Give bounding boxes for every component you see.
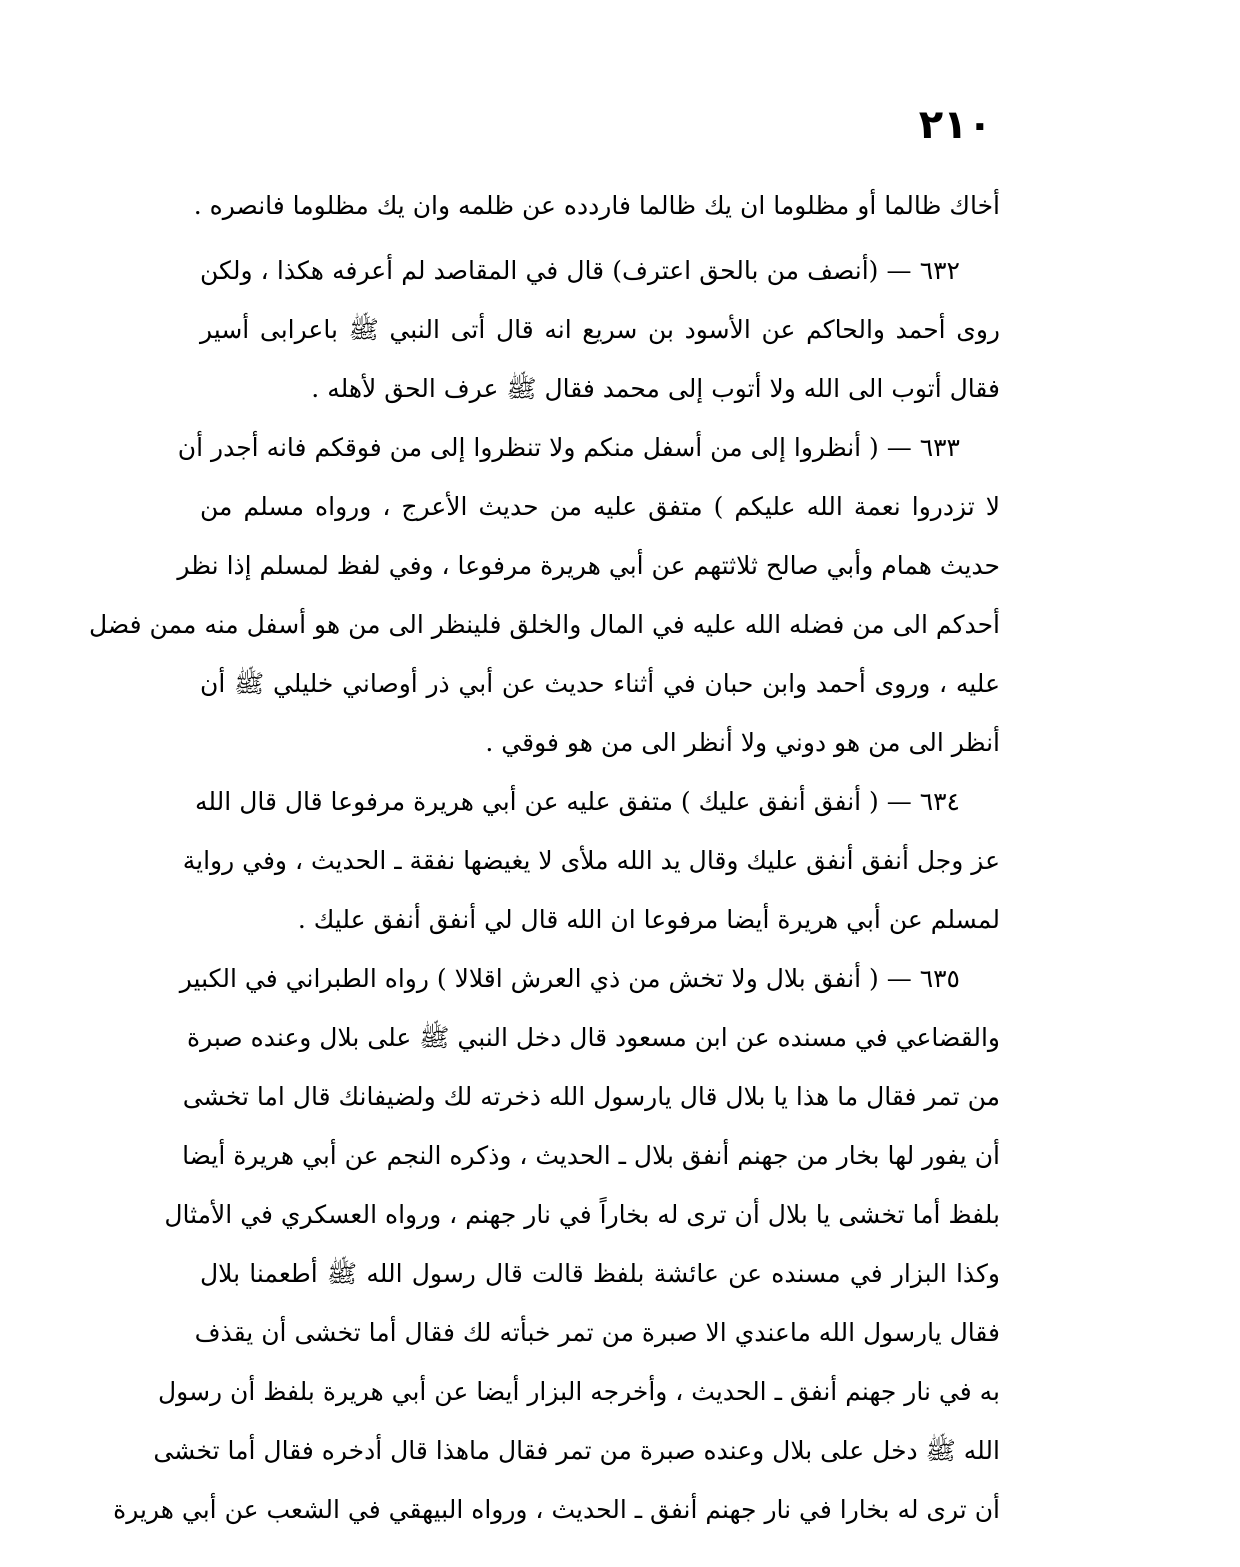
text-line: الله ﷺ دخل على بلال وعنده صبرة من تمر فقال ماهذا قال أدخره فقال أما تخشى — [153, 1436, 1000, 1465]
text-line: لا تزدروا نعمة الله عليكم ) متفق عليه من حديث الأعرج ، ورواه مسلم من — [200, 492, 1000, 521]
text-line: ٦٣٣ — ( أنظروا إلى من أسفل منكم ولا تنظروا إلى من فوقكم فانه أجدر أن — [177, 433, 960, 462]
page-number: ٢١٠ — [918, 102, 992, 148]
text-line: فقال أتوب الى الله ولا أتوب إلى محمد فقال ﷺ عرف الحق لأهله . — [311, 374, 1000, 403]
text-line: وكذا البزار في مسنده عن عائشة بلفظ قالت قال رسول الله ﷺ أطعمنا بلال — [200, 1259, 1000, 1288]
text-line: والقضاعي في مسنده عن ابن مسعود قال دخل النبي ﷺ على بلال وعنده صبرة — [186, 1023, 1000, 1052]
body-text — [89, 176, 1000, 1539]
text-line: ٦٣٢ — (أنصف من بالحق اعترف) قال في المقاصد لم أعرفه هكذا ، ولكن — [200, 256, 960, 285]
text-line: بلفظ أما تخشى يا بلال أن ترى له بخاراً في نار جهنم ، ورواه العسكري في الأمثال — [164, 1200, 1000, 1229]
text-line: ٦٣٥ — ( أنفق بلال ولا تخش من ذي العرش اقلالا ) رواه الطبراني في الكبير — [179, 964, 960, 993]
text-line: عليه ، وروى أحمد وابن حبان في أثناء حديث عن أبي ذر أوصاني خليلي ﷺ أن — [200, 669, 1000, 698]
text-line: لمسلم عن أبي هريرة أيضا مرفوعا ان الله قال لي أنفق أنفق عليك . — [297, 905, 1000, 934]
text-line: به في نار جهنم أنفق ـ الحديث ، وأخرجه البزار أيضا عن أبي هريرة بلفظ أن رسول — [157, 1377, 1000, 1406]
text-line: حديث همام وأبي صالح ثلاثتهم عن أبي هريرة مرفوعا ، وفي لفظ لمسلم إذا نظر — [177, 551, 1000, 580]
text-line: روى أحمد والحاكم عن الأسود بن سريع انه قال أتى النبي ﷺ باعرابى أسير — [200, 315, 1000, 344]
text-line: فقال يارسول الله ماعندي الا صبرة من تمر خبأته لك فقال أما تخشى أن يقذف — [194, 1318, 1000, 1347]
text-line: ٦٣٤ — ( أنفق أنفق عليك ) متفق عليه عن أبي هريرة مرفوعا قال قال الله — [195, 787, 960, 816]
text-line: أخاك ظالما أو مظلوما ان يك ظالما فاردده عن ظلمه وان يك مظلوما فانصره . — [193, 191, 1000, 220]
text-line: أنظر الى من هو دوني ولا أنظر الى من هو فوقي . — [485, 728, 1000, 757]
text-line: أن ترى له بخارا في نار جهنم أنفق ـ الحديث ، ورواه البيهقي في الشعب عن أبي هريرة — [113, 1495, 1000, 1524]
text-line: من تمر فقال ما هذا يا بلال قال يارسول الله ذخرته لك ولضيفانك قال اما تخشى — [182, 1082, 1000, 1111]
text-line: عز وجل أنفق أنفق عليك وقال يد الله ملأى لا يغيضها نفقة ـ الحديث ، وفي رواية — [182, 846, 1000, 875]
text-line: أن يفور لها بخار من جهنم أنفق بلال ـ الحديث ، وذكره النجم عن أبي هريرة أيضا — [182, 1141, 1000, 1170]
text-line: أحدكم الى من فضله الله عليه في المال والخلق فلينظر الى من هو أسفل منه ممن فضل — [89, 610, 1000, 639]
